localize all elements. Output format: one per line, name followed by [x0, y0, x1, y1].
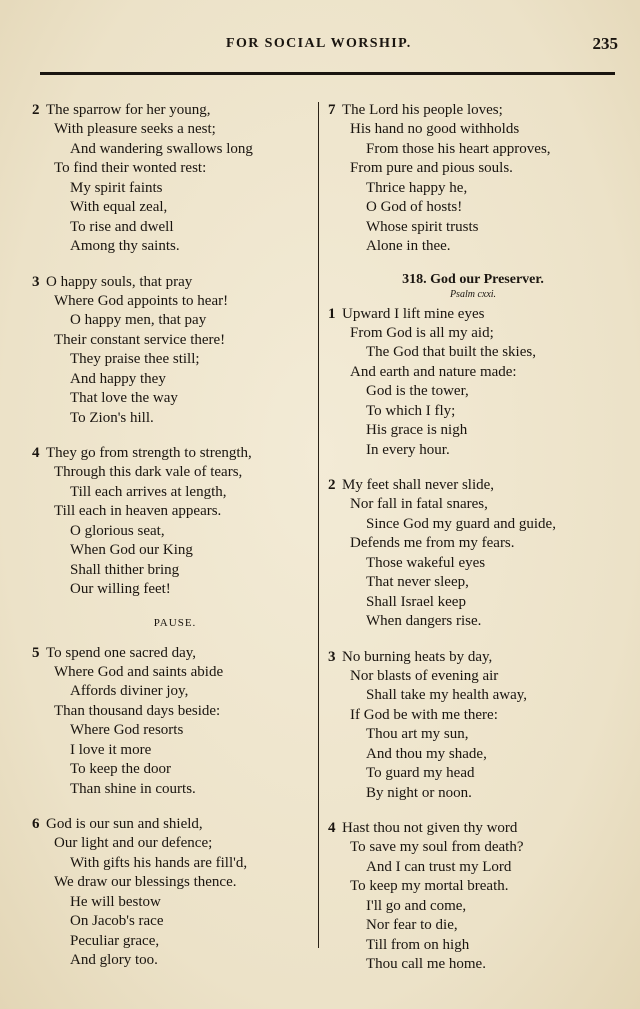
stanza [328, 819, 618, 975]
verse-line [328, 554, 618, 573]
verse-line [32, 721, 318, 740]
stanza-number: 2 [328, 477, 336, 493]
verse-text: To rise and dwell [70, 218, 174, 235]
stanza [32, 444, 318, 600]
verse-text: The sparrow for her young, [46, 102, 211, 118]
verse-line [328, 784, 618, 803]
verse-line [32, 179, 318, 198]
pause-marker: PAUSE. [153, 616, 197, 629]
hymn-title: 318. God our Preserver. [402, 271, 544, 287]
verse-line [32, 663, 318, 682]
verse-line [32, 159, 318, 178]
stanza-number: 6 [32, 816, 40, 832]
verse-line [32, 951, 318, 970]
verse-line [328, 324, 618, 343]
verse-line [328, 612, 618, 631]
verse-text: With pleasure seeks a nest; [54, 121, 216, 138]
verse-text: That never sleep, [366, 574, 469, 591]
verse-text: From pure and pious souls. [350, 160, 513, 177]
verse-line [328, 764, 618, 783]
verse-text: God is the tower, [366, 383, 469, 400]
verse-line [32, 502, 318, 521]
verse-text: Our willing feet! [70, 581, 171, 598]
left-column [32, 101, 318, 987]
verse-text: They praise thee still; [70, 351, 200, 368]
verse-text: Affords diviner joy, [70, 683, 189, 700]
verse-line [32, 350, 318, 369]
verse-text: And happy they [70, 370, 166, 387]
verse-line [32, 273, 318, 292]
verse-text: The God that built the skies, [366, 344, 536, 361]
verse-line [328, 936, 618, 955]
verse-line [328, 101, 618, 120]
verse-line [328, 179, 618, 198]
verse-line [328, 305, 618, 324]
verse-line [328, 120, 618, 139]
stanza [32, 273, 318, 429]
verse-line [32, 873, 318, 892]
verse-text: Upward I lift mine eyes [342, 305, 485, 322]
verse-text: Till from on high [366, 936, 470, 953]
stanza-number: 3 [328, 648, 336, 665]
verse-text: To which I fly; [366, 402, 456, 419]
stanza [328, 305, 618, 461]
verse-line [328, 877, 618, 896]
verse-text: With equal zeal, [70, 199, 168, 216]
verse-text: And thou my shade, [366, 745, 487, 762]
verse-text: That love the way [70, 390, 178, 407]
verse-line [328, 686, 618, 705]
verse-text: O glorious seat, [70, 522, 165, 539]
verse-text: He will bestow [70, 893, 161, 910]
verse-text: His grace is nigh [366, 422, 468, 439]
verse-text: Through this dark vale of tears, [54, 464, 243, 481]
verse-text: When dangers rise. [366, 613, 482, 630]
running-title: FOR SOCIAL WORSHIP. [226, 36, 412, 51]
verse-line [32, 370, 318, 389]
verse-line [328, 402, 618, 421]
verse-line [328, 343, 618, 362]
verse-text: Defends me from my fears. [350, 535, 515, 552]
psalm-reference: Psalm cxxi. [449, 288, 497, 300]
stanza [32, 101, 318, 257]
verse-text: When God our King [70, 542, 193, 559]
verse-text: I love it more [70, 741, 152, 758]
verse-line [32, 522, 318, 541]
right-column [328, 101, 618, 991]
verse-line [32, 682, 318, 701]
verse-line [32, 780, 318, 799]
verse-line [32, 483, 318, 502]
verse-text: We draw our blessings thence. [54, 874, 237, 891]
verse-text: His hand no good withholds [350, 121, 520, 138]
column-divider [318, 102, 319, 948]
verse-text: And I can trust my Lord [366, 858, 512, 875]
verse-line [32, 331, 318, 350]
verse-text: Hast thou not given thy word [342, 820, 518, 836]
verse-text: If God be with me there: [350, 706, 498, 723]
verse-text: Thou call me home. [366, 956, 486, 973]
stanza-number: 4 [328, 820, 336, 836]
verse-line [32, 541, 318, 560]
verse-line [32, 463, 318, 482]
verse-text: I'll go and come, [366, 897, 467, 914]
verse-line [32, 101, 318, 120]
verse-text: Than shine in courts. [70, 780, 196, 797]
verse-line [32, 893, 318, 912]
verse-text: By night or noon. [366, 784, 472, 801]
verse-line [32, 409, 318, 428]
verse-text: Shall take my health away, [366, 687, 528, 704]
verse-line [32, 389, 318, 408]
verse-line [32, 292, 318, 311]
stanza-number: 1 [328, 305, 336, 322]
verse-text: On Jacob's race [70, 913, 164, 930]
verse-text: Nor fear to die, [366, 917, 458, 934]
verse-line [32, 120, 318, 139]
verse-line [32, 741, 318, 760]
verse-text: From God is all my aid; [350, 324, 494, 341]
verse-line [32, 702, 318, 721]
verse-text: Thou art my sun, [366, 726, 469, 743]
verse-text: Our light and our defence; [54, 835, 213, 852]
verse-text: Among thy saints. [70, 238, 180, 255]
verse-text: Since God my guard and guide, [366, 515, 556, 532]
verse-line [328, 955, 618, 974]
verse-text: To keep my mortal breath. [350, 878, 509, 895]
header-rule [40, 72, 615, 75]
verse-line [328, 858, 618, 877]
stanza [32, 644, 318, 800]
verse-line [32, 198, 318, 217]
stanza-number: 2 [32, 102, 40, 118]
verse-text: To guard my head [366, 765, 475, 782]
verse-text: Till each in heaven appears. [54, 503, 222, 520]
verse-text: Peculiar grace, [70, 932, 160, 949]
hymn-heading [328, 271, 618, 301]
verse-text: With gifts his hands are fill'd, [70, 854, 248, 871]
verse-text: Where God appoints to hear! [54, 292, 229, 309]
verse-text: Shall thither bring [70, 561, 180, 578]
verse-text: Their constant service there! [54, 331, 226, 348]
verse-text: To keep the door [70, 761, 172, 778]
verse-text: Nor fall in fatal snares, [350, 496, 488, 513]
verse-text: O God of hosts! [366, 199, 463, 216]
verse-line [328, 382, 618, 401]
verse-line [328, 648, 618, 667]
verse-text: From those his heart approves, [366, 140, 551, 157]
verse-text: And glory too. [70, 952, 158, 969]
verse-text: The Lord his people loves; [342, 102, 503, 118]
stanza-number: 7 [328, 102, 336, 118]
verse-text: In every hour. [366, 441, 450, 458]
stanza [328, 476, 618, 632]
stanza [328, 101, 618, 257]
verse-line [328, 725, 618, 744]
verse-line [328, 441, 618, 460]
verse-text: And earth and nature made: [350, 363, 517, 380]
page-number: 235 [592, 34, 618, 53]
verse-line [32, 815, 318, 834]
verse-line [328, 819, 618, 838]
verse-text: Thrice happy he, [366, 179, 468, 196]
verse-line [328, 897, 618, 916]
verse-text: To spend one sacred day, [46, 644, 197, 661]
verse-text: And wandering swallows long [70, 140, 253, 157]
verse-line [328, 218, 618, 237]
verse-line [32, 932, 318, 951]
verse-text: O happy souls, that pray [46, 273, 193, 290]
verse-text: Where God resorts [70, 722, 184, 739]
stanza-number: 3 [32, 273, 40, 290]
verse-line [328, 534, 618, 553]
verse-text: Those wakeful eyes [366, 554, 486, 571]
verse-line [328, 745, 618, 764]
verse-line [328, 706, 618, 725]
verse-text: Alone in thee. [366, 238, 451, 255]
verse-line [328, 515, 618, 534]
verse-line [328, 593, 618, 612]
verse-line [32, 311, 318, 330]
stanza [32, 815, 318, 971]
verse-line [32, 854, 318, 873]
verse-text: They go from strength to strength, [46, 445, 252, 461]
verse-line [328, 421, 618, 440]
verse-text: To save my soul from death? [350, 839, 524, 856]
stanza-number: 4 [32, 445, 40, 461]
verse-line [32, 444, 318, 463]
verse-line [32, 561, 318, 580]
stanza-number: 5 [32, 644, 40, 661]
verse-line [32, 912, 318, 931]
verse-line [328, 159, 618, 178]
verse-text: God is our sun and shield, [46, 816, 203, 832]
verse-line [32, 760, 318, 779]
verse-line [328, 140, 618, 159]
verse-text: My spirit faints [70, 179, 163, 196]
page-header [0, 34, 640, 58]
verse-text: To find their wonted rest: [54, 160, 207, 177]
verse-line [328, 237, 618, 256]
verse-text: To Zion's hill. [70, 409, 154, 426]
verse-text: Than thousand days beside: [54, 702, 221, 719]
verse-line [328, 476, 618, 495]
verse-line [32, 140, 318, 159]
verse-line [328, 363, 618, 382]
verse-line [328, 916, 618, 935]
stanza [328, 648, 618, 804]
verse-text: Shall Israel keep [366, 593, 466, 610]
verse-line [32, 644, 318, 663]
verse-text: Nor blasts of evening air [350, 667, 499, 684]
verse-line [328, 198, 618, 217]
verse-line [328, 838, 618, 857]
verse-text: Where God and saints abide [54, 663, 224, 680]
verse-line [328, 667, 618, 686]
verse-text: Whose spirit trusts [366, 218, 479, 235]
verse-line [32, 834, 318, 853]
verse-line [328, 573, 618, 592]
verse-line [32, 237, 318, 256]
verse-text: My feet shall never slide, [342, 477, 495, 493]
verse-line [328, 495, 618, 514]
verse-line [32, 580, 318, 599]
verse-text: O happy men, that pay [70, 312, 207, 329]
verse-line [32, 218, 318, 237]
verse-text: Till each arrives at length, [70, 483, 227, 500]
verse-text: No burning heats by day, [342, 648, 493, 665]
